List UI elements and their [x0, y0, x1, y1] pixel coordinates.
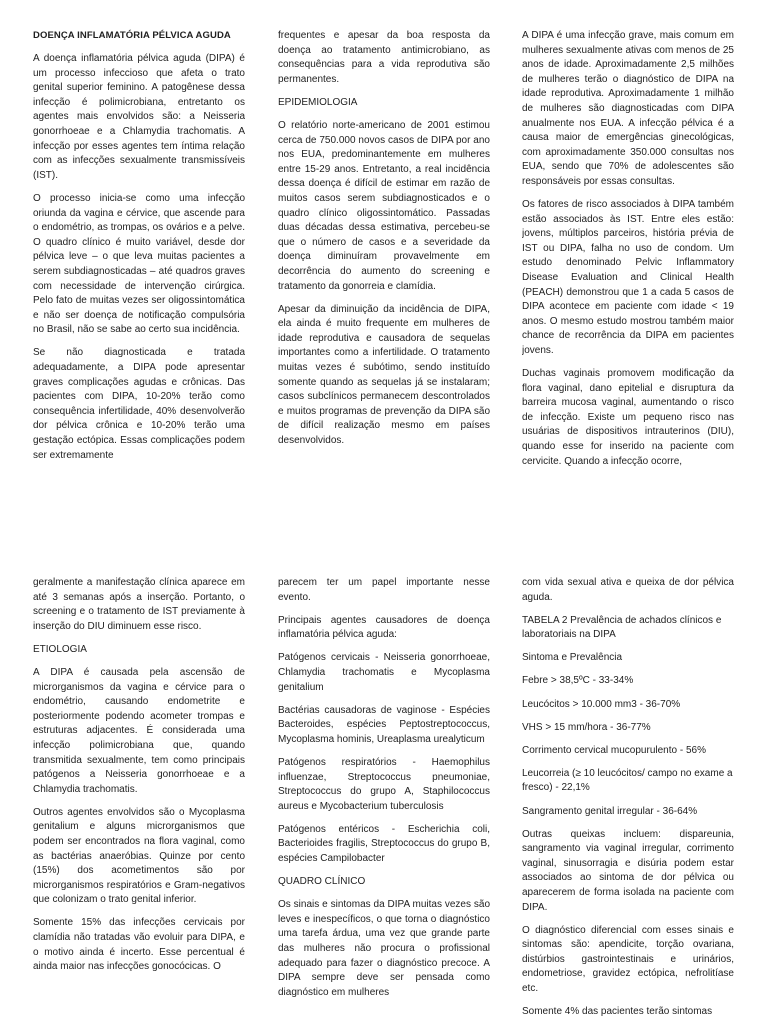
text-column-3 — [522, 29, 734, 509]
table-row: Corrimento cervical mucopurulento - 56% — [522, 744, 706, 756]
section-heading-epidemiologia: EPIDEMIOLOGIA — [278, 96, 358, 108]
paragraph: O diagnóstico diferencial com esses sinais e sintomas são: apendicite, torção ovariana, distúrbios gastrointestinais e urinários, endometriose, gravidez ectópica, nefrolitíase etc. — [522, 924, 734, 995]
list-item: Patógenos entéricos - Escherichia coli, Bacterioides fragilis, Streptococcus do grupo B, espécies Campilobacter — [278, 823, 490, 864]
document-title: DOENÇA INFLAMATÓRIA PÉLVICA AGUDA — [33, 30, 231, 41]
paragraph: O relatório norte-americano de 2001 estimou cerca de 750.000 novos casos de DIPA por ano nos EUA, predominantemente em mulheres entre 15-29 anos. Entretanto, a real incidência dessa doença é difícil de estimar em razão de muitos casos serem subdiagnosticados e o quadro clínico oligossintomático. Passadas duas décadas dessa estimativa, percebeu-se que o número de casos e a severidade da doença diminuíram provavelmente em decorrência do aumento do screening e tratamento da gonorreia e clamídia. — [278, 119, 490, 292]
paragraph: Os sinais e sintomas da DIPA muitas vezes são leves e inespecíficos, o que torna o diagnóstico uma tarefa árdua, uma vez que grande parte das mulheres não procura o profissional adequado para fazer o diagnóstico precoce. A DIPA sempre deve ser pensada como diagnóstico em mulheres — [278, 899, 490, 998]
paragraph: Se não diagnosticada e tratada adequadamente, a DIPA pode apresentar graves complicações agudas e crônicas. Das pacientes com DIPA, 10-20% terão como consequência infertilidade, 40% desenvolverão dor pélvica crônica e 10-20% terão uma gestação ectópica. Essas complicações podem ser extremamente — [33, 347, 245, 461]
paragraph: A DIPA é causada pela ascensão de microrganismos da vagina e cérvice para o endométrio, causando endometrite e posteriormente podendo acometer trompas e estruturas adjacentes. É considerada uma infecção polimicrobiana que, quando transmitida sexualmente, tem como principais patógenos a Neisseria gonorrhoeae e a Chlamydia trachomatis. — [33, 666, 245, 795]
text-column-1 — [33, 576, 245, 1024]
paragraph: geralmente a manifestação clínica aparece em até 3 semanas após a inserção. Portanto, o screening e o tratamento de IST previamente à inserção do DIU diminuem esse risco. — [33, 577, 245, 632]
paragraph: parecem ter um papel importante nesse evento. — [278, 577, 490, 603]
text-column-3 — [522, 576, 734, 1024]
table-row: Leucorreia (≥ 10 leucócitos/ campo no exame a fresco) - 22,1% — [522, 767, 733, 794]
paragraph: Apesar da diminuição da incidência de DIPA, ela ainda é muito frequente em mulheres de idade reprodutiva e causadora de sequelas importantes como a infertilidade. O tratamento muitas vezes é subótimo, sendo instituído somente quando as sequelas já se instalaram; casos subclínicos permanecem descontrolados e muitos programas de prevenção da DIPA são de difícil realização mesmo em países desenvolvidos. — [278, 303, 490, 446]
paragraph: Somente 4% das pacientes terão sintomas — [522, 1006, 713, 1018]
paragraph: A doença inflamatória pélvica aguda (DIPA) é um processo infeccioso que afeta o trato genital superior feminino. A patogênese dessa infecção é polimicrobiana, entretanto os agentes mais envolvidos são: a Neisseria gonorrhoeae e a Chlamydia trachomatis. A infecção por esses agentes tem íntima relação com as infecções sexualmente transmissíveis (IST). — [33, 53, 245, 181]
table-row: VHS > 15 mm/hora - 36-77% — [522, 721, 651, 733]
section-heading-etiologia: ETIOLOGIA — [33, 643, 87, 655]
text-column-2 — [278, 29, 490, 509]
paragraph: Outros agentes envolvidos são o Mycoplasma genitalium e alguns microrganismos que podem ser encontrados na flora vaginal, como as bactérias anaeróbias. Quinze por cento (15%) dos acometimentos são por microrganismos respiratórios e Gram-negativos que colonizam o trato genital inferior. — [33, 806, 245, 906]
paragraph: frequentes e apesar da boa resposta da doença ao tratamento antimicrobiano, as consequências para a vida reprodutiva são permanentes. — [278, 30, 490, 85]
table-row: Febre > 38,5ºC - 33-34% — [522, 675, 634, 687]
paragraph: Duchas vaginais promovem modificação da flora vaginal, dano epitelial e disruptura da barreira mucosa vaginal, aumentando o risco de infecção. Existe um pequeno risco nas usuárias de dispositivos intrauterinos (DIU), quando esse for inserido na paciente com cervicite. Quando a infecção ocorre, — [522, 368, 734, 467]
table-row: Leucócitos > 10.000 mm3 - 36-70% — [522, 698, 681, 710]
paragraph: Somente 15% das infecções cervicais por clamídia não tratadas vão evoluir para DIPA, e o motivo ainda é incerto. Esse percentual é ainda maior nas infecções gonocócicas. O — [33, 917, 245, 973]
list-item: Patógenos cervicais - Neisseria gonorrhoeae, Chlamydia trachomatis e Mycoplasma genitalium — [278, 652, 490, 693]
text-column-2 — [278, 576, 490, 1024]
page-gap — [0, 520, 768, 568]
section-heading-quadro-clinico: QUADRO CLÍNICO — [278, 876, 366, 888]
paragraph: Os fatores de risco associados à DIPA também estão associados às IST. Entre eles estão: jovens, múltiplos parceiros, história prévia de IST ou DIPA, falha no uso de condom. Um estudo denominado Pelvic Inflammatory Disease Evaluation and Clinical Health (PEACH) demonstrou que 1 a cada 5 casos de DIPA acontece em paciente com idade < 19 anos. O mesmo estudo mostrou também maior chance de recorrência da DIPA em pacientes jovens. — [522, 199, 734, 356]
list-item: Bactérias causadoras de vaginose - Espécies Bacteroides, espécies Peptostreptococcus, Mycoplasma hominis, Ureaplasma urealyticum — [278, 704, 490, 745]
paragraph: com vida sexual ativa e queixa de dor pélvica aguda. — [522, 577, 734, 603]
paragraph: A DIPA é uma infecção grave, mais comum em mulheres sexualmente ativas com menos de 25 anos de idade. Aproximadamente 2,5 milhões de mulheres terão o diagnóstico de DIPA na idade reprodutiva. Aproximadamente 1 milhão de mulheres são diagnosticadas com DIPA anualmente nos EUA. A infecção pélvica é a causa maior de emergências ginecológicas, com aproximadamente 350.000 consultas nos EUA, sendo que 70% de adolescentes são responsáveis por essas consultas. — [522, 30, 734, 187]
text-column-1 — [33, 29, 245, 509]
table-header: Sintoma e Prevalência — [522, 652, 623, 664]
document-page-2 — [0, 568, 768, 1024]
list-item: Patógenos respiratórios - Haemophilus influenzae, Streptococcus pneumoniae, Streptococcus do grupo A, Staphilococcus aureus e Mycobacterium tuberculosis — [278, 756, 490, 812]
paragraph: Outras queixas incluem: dispareunia, sangramento via vaginal irregular, corrimento vaginal, sinusorragia e disúria podem estar associados ao sintoma de dor pélvica ou aparecerem de forma isolada na paciente com DIPA. — [522, 828, 734, 913]
table-row: Sangramento genital irregular - 36-64% — [522, 805, 698, 817]
table-caption: TABELA 2 Prevalência de achados clínicos e laboratoriais na DIPA — [522, 614, 722, 641]
paragraph: Principais agentes causadores de doença inflamatória pélvica aguda: — [278, 614, 490, 641]
paragraph: O processo inicia-se como uma infecção oriunda da vagina e cérvice, que ascende para o endométrio, as trompas, os ovários e a pelve. O quadro clínico é muito variável, desde dor pélvica leve – o que leva muitas pacientes a serem subdiagnosticadas – até quadros graves com necessidade de intervenção cirúrgica. Pelo fato de muitas vezes ser oligossintomática e não ser doença de notificação compulsória no Brasil, não se sabe ao certo sua incidência. — [33, 192, 245, 336]
